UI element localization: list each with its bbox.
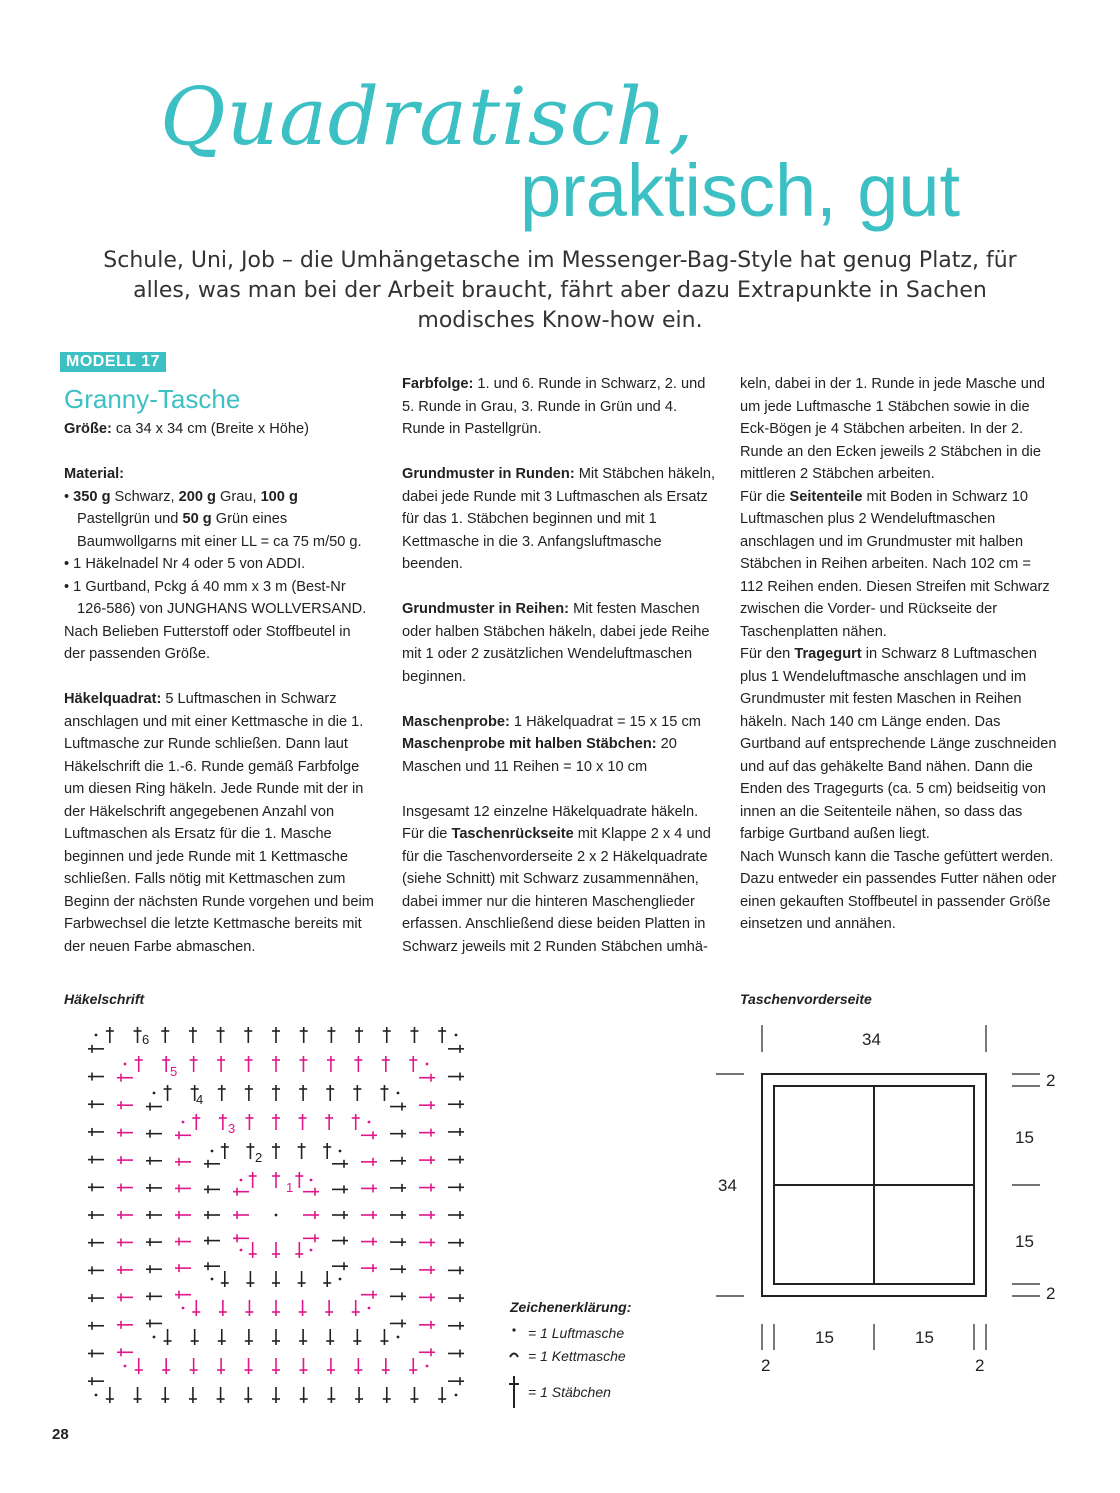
stitch-symbol (272, 1300, 280, 1316)
chain-dot (124, 1063, 127, 1066)
stitch-symbol (353, 1085, 361, 1101)
stitch-symbol (246, 1271, 254, 1287)
granny-square-instructions: Häkelquadrat: 5 Luftmaschen in Schwarz anschlagen und mit einer Kettmasche in die 1. Luftmasche zur Runde schließen. Dann laut Häkelschrift die 1.-6. Runde gemäß Farbfolge um diesen Ring häkeln. Jede Runde mit der in der Häkelschrift angegebenen Anzahl von Luftmaschen als Ersatz für die 1. Masche beginnen und jede Runde mit 1 Kettmasche schließen. Falls nötig mit Kettmaschen zum Beginn der nächsten Runde vorgehen und beim Farbwechsel die letzte Kettmasche bereits mit der neuen Farbe abmaschen. (64, 691, 374, 955)
stitch-symbol (117, 1129, 133, 1137)
material-heading: Material: (64, 466, 125, 482)
stitch-symbol (272, 1143, 280, 1159)
stitch-symbol (409, 1056, 417, 1072)
stitch-symbol (146, 1238, 162, 1246)
legend-symbols (508, 1324, 524, 1414)
stitch-symbol (390, 1130, 406, 1138)
material-item-yarn: • 350 g Schwarz, 200 g Grau, 100 g Pastellgrün und 50 g Grün eines Baumwollgarns mit einer LL = ca 75 m/50 g. (64, 488, 362, 550)
lining-note: Nach Wunsch kann die Tasche gefüttert werden. Dazu entweder ein passendes Futter nähen oder einen gekauften Stoffbeutel in passender Größe einsetzen und annähen. (740, 848, 1057, 932)
chain-dot (240, 1179, 243, 1182)
stitch-symbol (245, 1056, 253, 1072)
stitch-symbol (272, 1387, 280, 1403)
stitch-symbol (175, 1211, 191, 1219)
stitch-symbol (380, 1085, 388, 1101)
stitch-symbol (390, 1211, 406, 1219)
stitch-symbol (352, 1114, 360, 1130)
stitch-symbol (246, 1143, 254, 1159)
stitch-symbol (300, 1387, 308, 1403)
stitch-symbol (218, 1329, 226, 1345)
stitch-symbol (272, 1027, 280, 1043)
stitch-symbol (272, 1271, 280, 1287)
legend-slip: = 1 Kettmasche (528, 1348, 626, 1364)
chain-dot (397, 1092, 400, 1095)
dim-bottom-right: 15 (915, 1328, 934, 1347)
stitch-symbol (161, 1387, 169, 1403)
stitch-symbol (88, 1377, 104, 1385)
stitch-symbol (383, 1027, 391, 1043)
stitch-symbol (448, 1156, 464, 1164)
stitch-symbol (161, 1027, 169, 1043)
stitch-symbol (419, 1321, 435, 1329)
stitch-symbol (419, 1156, 435, 1164)
dim-right-top: 2 (1046, 1071, 1056, 1090)
chain-dot (310, 1179, 313, 1182)
round-label-2: 2 (255, 1150, 263, 1165)
stitch-symbol (361, 1264, 377, 1272)
round-label-4: 4 (196, 1092, 204, 1107)
stitch-symbol (354, 1358, 362, 1374)
stitch-symbol (88, 1100, 104, 1108)
stitch-symbol (272, 1329, 280, 1345)
stitch-symbol (298, 1143, 306, 1159)
stitch-symbol (244, 1027, 252, 1043)
stitch-symbol (221, 1271, 229, 1287)
stitch-symbol (204, 1185, 220, 1193)
legend-title: Zeichenerklärung: (510, 1299, 632, 1315)
stitch-symbol (146, 1130, 162, 1138)
stitch-symbol (327, 1056, 335, 1072)
stitch-symbol (88, 1045, 104, 1053)
stitch-symbol (162, 1358, 170, 1374)
stitch-symbol (325, 1114, 333, 1130)
stitch-symbol (326, 1085, 334, 1101)
stitch-symbol (390, 1292, 406, 1300)
stitch-symbol (361, 1211, 377, 1219)
stitch-symbol (390, 1319, 406, 1327)
stitch-symbol (162, 1056, 170, 1072)
stitch-symbol (146, 1103, 162, 1111)
chain-dot (95, 1394, 98, 1397)
stitch-symbol (303, 1234, 319, 1242)
stitch-symbol (135, 1358, 143, 1374)
stitch-symbol (303, 1211, 319, 1219)
stitch-symbol (353, 1329, 361, 1345)
stitch-symbol (419, 1238, 435, 1246)
stitch-symbol (249, 1172, 257, 1188)
stitch-symbol (272, 1056, 280, 1072)
stitch-symbol (272, 1242, 280, 1258)
stitch-symbol (146, 1319, 162, 1327)
stitch-symbol (88, 1349, 104, 1357)
column-3 (740, 373, 1058, 936)
stitch-symbol (299, 1329, 307, 1345)
stitch-symbol (295, 1242, 303, 1258)
chart-label: Häkelschrift (64, 991, 145, 1007)
stitch-symbol (299, 1300, 307, 1316)
stitch-symbol (190, 1056, 198, 1072)
stitch-symbol (382, 1056, 390, 1072)
stitch-symbol (245, 1358, 253, 1374)
title-main: praktisch, gut (520, 149, 961, 232)
stitch-symbol (272, 1114, 280, 1130)
stitch-symbol (299, 1358, 307, 1374)
stitch-symbol (327, 1027, 335, 1043)
size-line: Größe: ca 34 x 34 cm (Breite x Höhe) (64, 421, 309, 437)
gauge-half-dc: Maschenprobe mit halben Stäbchen: 20 Maschen und 11 Reihen = 10 x 10 cm (402, 736, 677, 775)
stitch-symbol (327, 1358, 335, 1374)
chain-dot (339, 1278, 342, 1281)
stitch-symbol (325, 1300, 333, 1316)
stitch-symbol (323, 1143, 331, 1159)
stitch-symbol (190, 1358, 198, 1374)
stitch-symbol (204, 1211, 220, 1219)
stitch-symbol (106, 1027, 114, 1043)
color-sequence: Farbfolge: 1. und 6. Runde in Schwarz, 2. und 5. Runde in Grau, 3. Runde in Grün und 4. Runde in Pastellgrün. (402, 376, 706, 437)
stitch-symbol (361, 1158, 377, 1166)
stitch-symbol (438, 1027, 446, 1043)
stitch-symbol (390, 1184, 406, 1192)
stitch-symbol (410, 1387, 418, 1403)
chain-dot (397, 1336, 400, 1339)
stitch-symbol (448, 1073, 464, 1081)
stitch-symbol (361, 1291, 377, 1299)
stitch-symbol (448, 1183, 464, 1191)
stitch-symbol (219, 1300, 227, 1316)
stitch-symbol (299, 1114, 307, 1130)
stitch-symbol (189, 1027, 197, 1043)
stitch-symbol (117, 1321, 133, 1329)
column-2 (402, 373, 718, 958)
chain-dot (153, 1092, 156, 1095)
dim-left: 34 (718, 1176, 737, 1195)
stitch-symbol (300, 1027, 308, 1043)
stitch-symbol (189, 1387, 197, 1403)
chain-dot (95, 1034, 98, 1037)
stitch-symbol (218, 1085, 226, 1101)
chain-dot (182, 1307, 185, 1310)
stitch-symbol (361, 1238, 377, 1246)
material-note: Nach Belieben Futterstoff oder Stoffbeutel in der passenden Größe. (64, 623, 351, 662)
stitch-symbol (332, 1237, 348, 1245)
model-title: Granny-Tasche (64, 384, 241, 414)
stitch-symbol (438, 1387, 446, 1403)
pattern-rows: Grundmuster in Reihen: Mit festen Maschen oder halben Stäbchen häkeln, dabei jede Reihe mit 1 oder 2 zusätzlichen Wendeluftmaschen beginnen. (402, 601, 710, 685)
stitch-symbol (249, 1242, 257, 1258)
stitch-symbol (217, 1387, 225, 1403)
stitch-symbol (244, 1387, 252, 1403)
dim-right-bottom: 2 (1046, 1284, 1056, 1303)
stitch-symbol (88, 1073, 104, 1081)
stitch-symbol (146, 1184, 162, 1192)
chain-dot (339, 1150, 342, 1153)
bag-schematic (700, 1010, 1080, 1390)
legend-chain: = 1 Luftmasche (528, 1325, 625, 1341)
chain-dot (368, 1121, 371, 1124)
stitch-symbol (233, 1188, 249, 1196)
stitch-symbol (448, 1349, 464, 1357)
stitch-symbol (355, 1387, 363, 1403)
stitch-symbol (419, 1129, 435, 1137)
schematic-label: Taschenvorderseite (740, 991, 872, 1007)
stitch-symbol (419, 1184, 435, 1192)
stitch-symbol (419, 1211, 435, 1219)
dim-bottom-left: 15 (815, 1328, 834, 1347)
chain-dot (211, 1278, 214, 1281)
assembly-text: Insgesamt 12 einzelne Häkelquadrate häkeln. Für die Taschenrückseite mit Klappe 2 x 4 und für die Taschenvorderseite 2 x 2 Häkelquadrate (siehe Schnitt) mit Schwarz zusammennähen, dabei immer nur die hinteren Maschenglieder erfassen. Anschließend diese beiden Platten in Schwarz jeweils mit 2 Runden Stäbchen umhä- (402, 803, 711, 955)
dim-right-mid2: 15 (1015, 1232, 1034, 1251)
stitch-symbol (295, 1172, 303, 1188)
stitch-symbol (448, 1100, 464, 1108)
stitch-symbol (88, 1211, 104, 1219)
stitch-symbol (191, 1329, 199, 1345)
stitch-symbol (361, 1131, 377, 1139)
stitch-symbol (192, 1114, 200, 1130)
chain-stitch-icon (512, 1328, 515, 1331)
stitch-symbol (245, 1085, 253, 1101)
crochet-chart (78, 1020, 474, 1410)
chain-dot (211, 1150, 214, 1153)
dim-bottom-small-left: 2 (761, 1356, 771, 1375)
stitch-symbol (245, 1329, 253, 1345)
stitch-symbol (323, 1271, 331, 1287)
stitch-symbol (332, 1262, 348, 1270)
stitch-symbol (175, 1158, 191, 1166)
stitch-symbol (233, 1211, 249, 1219)
stitch-symbol (448, 1322, 464, 1330)
round-label-3: 3 (228, 1121, 236, 1136)
dim-bottom-small-right: 2 (975, 1356, 985, 1375)
stitch-symbol (204, 1262, 220, 1270)
stitch-symbol (299, 1056, 307, 1072)
stitch-symbol (448, 1045, 464, 1053)
stitch-symbol (217, 1056, 225, 1072)
column-1 (64, 418, 374, 958)
stitch-symbol (117, 1101, 133, 1109)
stitch-symbol (88, 1266, 104, 1274)
chain-dot (310, 1249, 313, 1252)
stitch-symbol (135, 1056, 143, 1072)
stitch-symbol (221, 1143, 229, 1159)
stitch-symbol (134, 1387, 142, 1403)
stitch-symbol (361, 1184, 377, 1192)
stitch-symbol (245, 1300, 253, 1316)
round-label-1: 1 (286, 1180, 294, 1195)
round-label-5: 5 (170, 1064, 178, 1079)
stitch-symbol (117, 1074, 133, 1082)
stitch-symbol (298, 1271, 306, 1287)
gauge: Maschenprobe: 1 Häkelquadrat = 15 x 15 cm (402, 713, 701, 730)
stitch-symbol (146, 1157, 162, 1165)
stitch-symbol (88, 1183, 104, 1191)
stitch-symbol (448, 1211, 464, 1219)
chain-dot (455, 1034, 458, 1037)
stitch-symbol (448, 1239, 464, 1247)
stitch-symbol (175, 1131, 191, 1139)
stitch-symbol (303, 1188, 319, 1196)
stitch-symbol (192, 1300, 200, 1316)
assembly-continued: keln, dabei in der 1. Runde in jede Masche und um jede Luftmasche 1 Stäbchen sowie in die Eck-Bögen je 4 Stäbchen arbeiten. In der 2. Runde an den Ecken jeweils 2 Stäbchen in die mittleren 2 Stäbchen arbeiten. (740, 376, 1046, 482)
stitch-symbol (146, 1265, 162, 1273)
chain-dot (240, 1249, 243, 1252)
stitch-symbol (204, 1160, 220, 1168)
chain-dot (153, 1336, 156, 1339)
stitch-symbol (448, 1294, 464, 1302)
stitch-symbol (390, 1103, 406, 1111)
stitch-symbol (117, 1184, 133, 1192)
stitch-symbol (327, 1387, 335, 1403)
stitch-symbol (245, 1114, 253, 1130)
stitch-symbol (117, 1293, 133, 1301)
stitch-symbol (117, 1211, 133, 1219)
chain-dot (426, 1063, 429, 1066)
chain-dot (426, 1365, 429, 1368)
stitch-symbol (88, 1294, 104, 1302)
chain-dot (275, 1214, 278, 1217)
stitch-symbol (117, 1156, 133, 1164)
stitch-symbol (217, 1027, 225, 1043)
chain-dot (182, 1121, 185, 1124)
dim-right-mid1: 15 (1015, 1128, 1034, 1147)
stitch-symbol (448, 1128, 464, 1136)
chain-dot (124, 1365, 127, 1368)
round-label-6: 6 (142, 1032, 150, 1047)
strap-instructions: Für den Tragegurt in Schwarz 8 Luftmaschen plus 1 Wendeluftmasche anschlagen und im Grundmuster mit festen Maschen in Reihen häkeln. Nach 140 cm Länge enden. Das Gurtband auf entsprechende Länge zuschneiden und auf das gehäkelte Band nähen. Dann die Enden des Tragegurts (ca. 5 cm) beidseitig von innen an die Seitenteile nähen, so dass das farbige Gurtband außen liegt. (740, 646, 1057, 842)
stitch-symbol (352, 1300, 360, 1316)
slip-stitch-icon (510, 1354, 518, 1358)
stitch-symbol (383, 1387, 391, 1403)
stitch-symbol (117, 1348, 133, 1356)
stitch-symbol (88, 1128, 104, 1136)
stitch-symbol (299, 1085, 307, 1101)
stitch-symbol (219, 1114, 227, 1130)
stitch-symbol (175, 1238, 191, 1246)
stitch-symbol (175, 1184, 191, 1192)
stitch-symbol (354, 1056, 362, 1072)
stitch-symbol (146, 1292, 162, 1300)
title-script: Quadratisch, (160, 70, 695, 163)
intro-text: Schule, Uni, Job – die Umhängetasche im Messenger-Bag-Style hat genug Platz, für alles, was man bei der Arbeit braucht, fährt aber dazu Extrapunkte in Sachen modisches Know-how ein. (103, 248, 1017, 333)
stitch-symbol (419, 1266, 435, 1274)
stitch-symbol (380, 1329, 388, 1345)
chain-dot (455, 1394, 458, 1397)
stitch-symbol (175, 1291, 191, 1299)
legend-dc: = 1 Stäbchen (528, 1384, 611, 1400)
stitch-symbol (448, 1377, 464, 1385)
stitch-symbol (419, 1293, 435, 1301)
stitch-symbol (88, 1156, 104, 1164)
stitch-symbol (146, 1211, 162, 1219)
stitch-symbol (272, 1172, 280, 1188)
stitch-symbol (409, 1358, 417, 1374)
stitch-symbol (355, 1027, 363, 1043)
stitch-symbol (419, 1101, 435, 1109)
material-item-strap: • 1 Gurtband, Pckg á 40 mm x 3 m (Best-Nr 126-586) von JUNGHANS WOLLVERSAND. (64, 578, 367, 617)
page-number: 28 (52, 1426, 69, 1443)
stitch-symbol (410, 1027, 418, 1043)
stitch-symbol (390, 1157, 406, 1165)
stitch-symbol (448, 1266, 464, 1274)
stitch-symbol (134, 1027, 142, 1043)
stitch-symbol (419, 1074, 435, 1082)
stitch-symbol (106, 1387, 114, 1403)
stitch-symbol (164, 1085, 172, 1101)
stitch-symbol (326, 1329, 334, 1345)
model-badge: MODELL 17 (60, 352, 166, 372)
stitch-symbol (117, 1238, 133, 1246)
stitch-symbol (204, 1237, 220, 1245)
stitch-symbol (217, 1358, 225, 1374)
stitch-symbol (175, 1264, 191, 1272)
stitch-symbol (332, 1185, 348, 1193)
stitch-symbol (332, 1211, 348, 1219)
stitch-symbol (88, 1239, 104, 1247)
stitch-symbol (419, 1348, 435, 1356)
material-item-hook: • 1 Häkelnadel Nr 4 oder 5 von ADDI. (64, 556, 306, 572)
stitch-symbol (164, 1329, 172, 1345)
stitch-symbol (390, 1265, 406, 1273)
stitch-symbol (332, 1160, 348, 1168)
stitch-symbol (390, 1238, 406, 1246)
stitch-symbol (272, 1085, 280, 1101)
stitch-symbol (88, 1322, 104, 1330)
stitch-symbol (272, 1358, 280, 1374)
stitch-symbol (382, 1358, 390, 1374)
stitch-symbol (233, 1234, 249, 1242)
stitch-symbol (117, 1266, 133, 1274)
side-panels: Für die Seitenteile mit Boden in Schwarz 10 Luftmaschen plus 2 Wendeluftmaschen anschlagen und im Grundmuster mit halben Stäbchen in Reihen arbeiten. Nach 102 cm = 112 Reihen enden. Diesen Streifen mit Schwarz zwischen die Vorder- und Rückseite der Taschenplatten nähen. (740, 488, 1050, 640)
dim-top: 34 (862, 1030, 881, 1049)
pattern-rounds: Grundmuster in Runden: Mit Stäbchen häkeln, dabei jede Runde mit 3 Luftmaschen als Ersatz für das 1. Stäbchen beginnen und mit 1 Kettmasche in die 3. Anfangsluftmasche beenden. (402, 466, 716, 572)
chain-dot (368, 1307, 371, 1310)
